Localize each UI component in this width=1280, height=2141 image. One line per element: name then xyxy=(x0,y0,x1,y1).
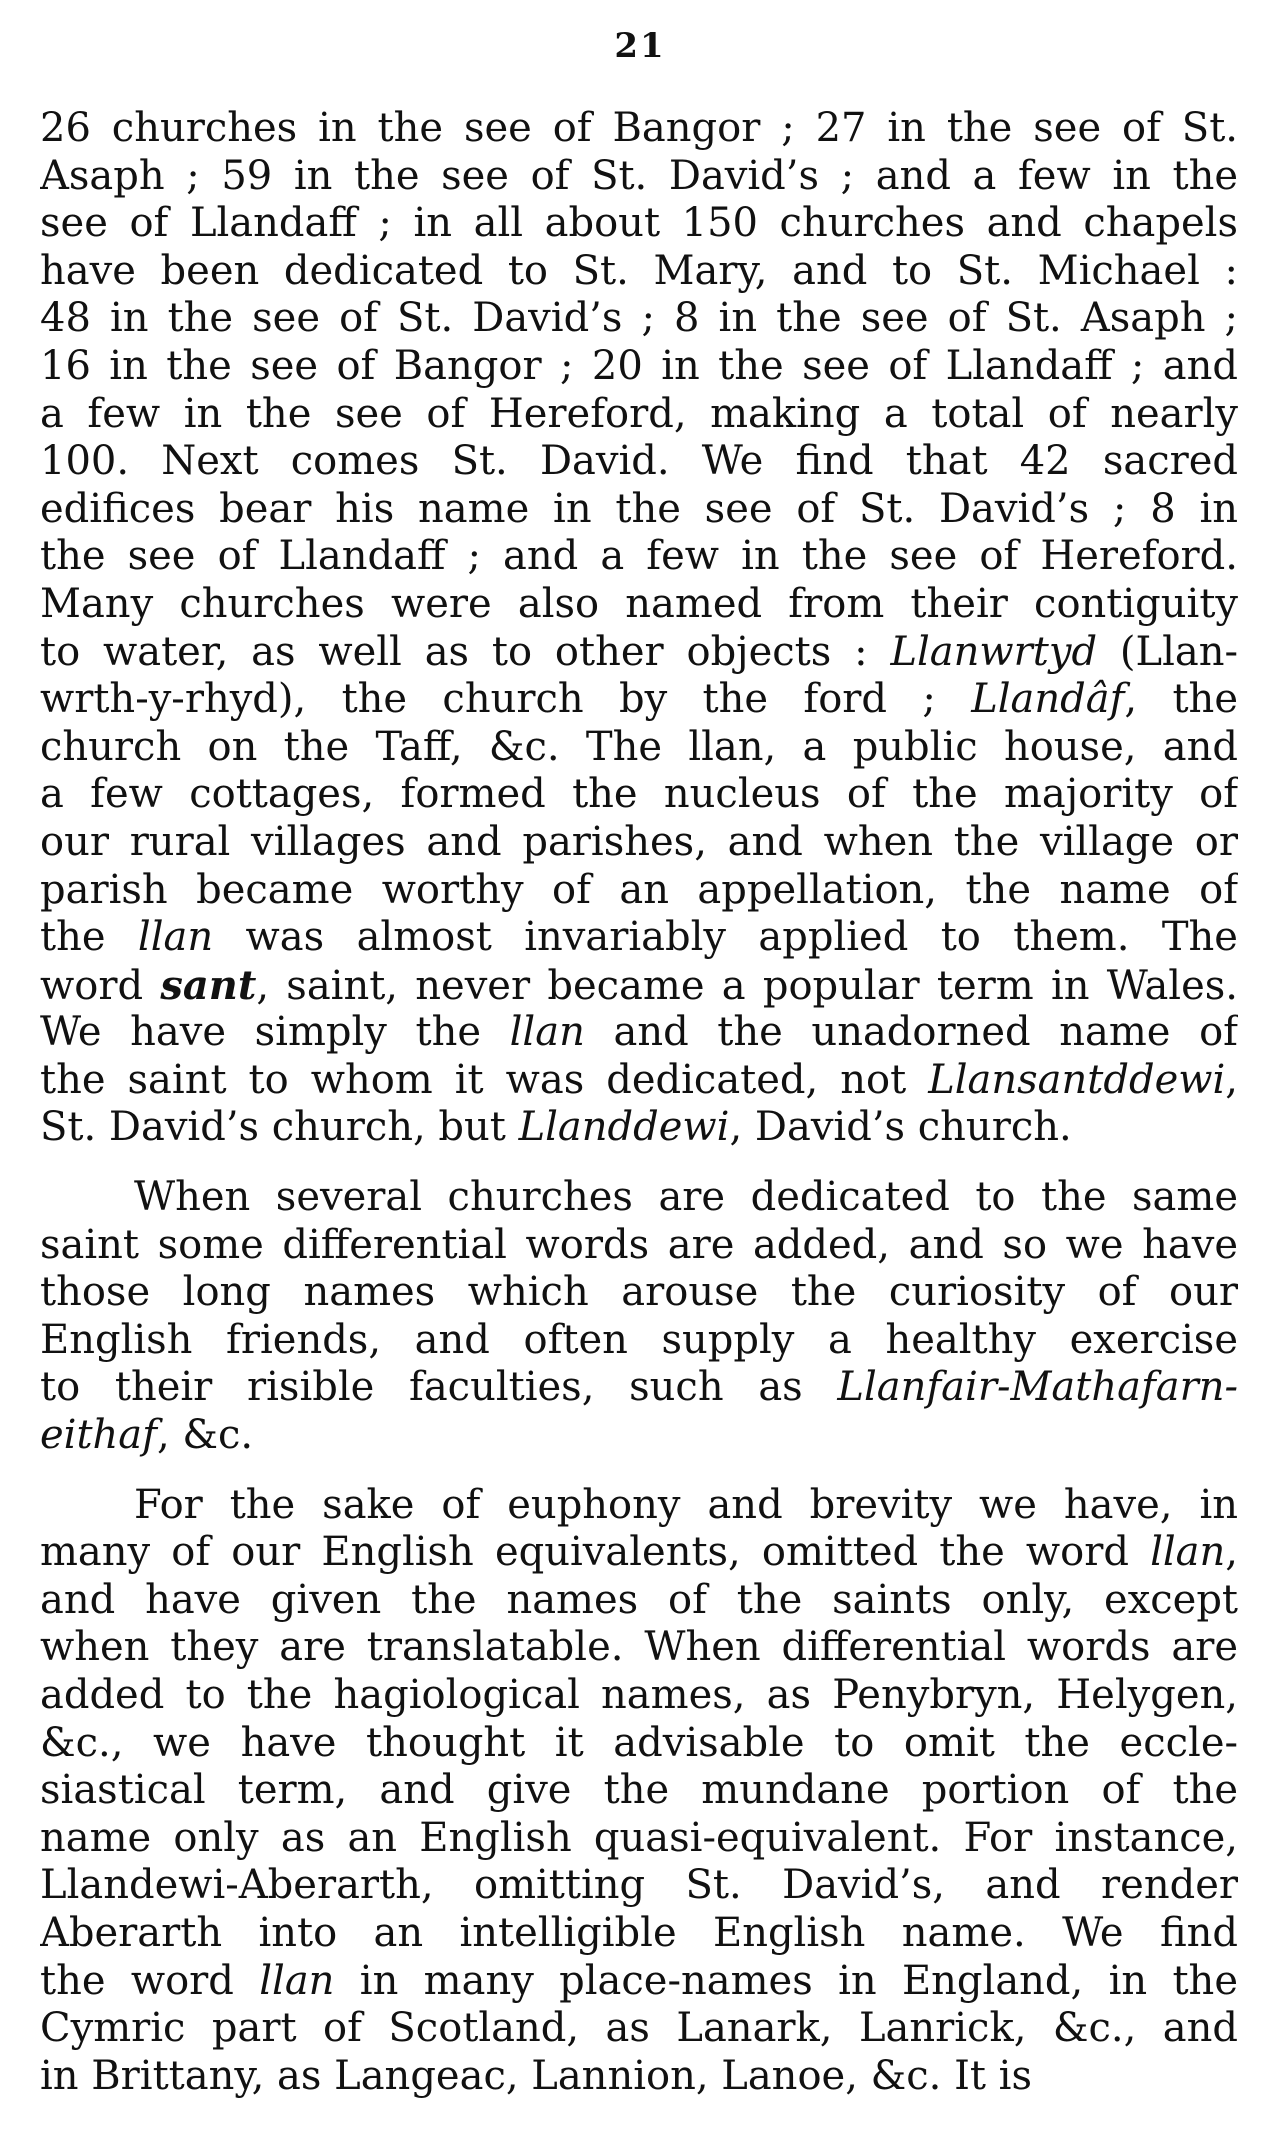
paragraph-3 xyxy=(40,1482,1238,2101)
bold-italic-term: sant xyxy=(160,961,257,1009)
text-line xyxy=(40,1104,1238,1152)
text-segment: For the sake of euphony and brevity we have, in xyxy=(134,1481,1238,1528)
page-number: 21 xyxy=(614,26,666,66)
text-line xyxy=(40,914,1238,962)
text-segment: the saint to whom it was dedicated, not xyxy=(40,1056,929,1103)
italic-term: llan xyxy=(259,1957,335,2004)
text-segment: Llandewi-Aberarth, omitting St. David’s, and render xyxy=(40,1862,1238,1909)
text-line xyxy=(40,676,1238,724)
text-line xyxy=(40,1815,1238,1863)
text-segment: saint some differential words are added, and so we have xyxy=(40,1221,1238,1268)
text-segment: the xyxy=(40,914,138,961)
text-segment: 100. Next comes St. David. We find that 42 sacred xyxy=(40,438,1238,485)
text-segment: 48 in the see of St. David’s ; 8 in the see of St. Asaph ; xyxy=(40,295,1238,342)
text-line xyxy=(40,1720,1238,1768)
text-segment: and the unadorned name of xyxy=(584,1009,1238,1056)
text-line xyxy=(40,2053,1238,2101)
body-text xyxy=(40,105,1238,2100)
italic-term: eithaf xyxy=(40,1412,157,1459)
text-segment: 16 in the see of Bangor ; 20 in the see of Llandaff ; and xyxy=(40,342,1238,389)
text-line xyxy=(40,1412,1238,1460)
text-segment: see of Llandaff ; in all about 150 churches and chapels xyxy=(40,200,1238,247)
text-segment: edifices bear his name in the see of St. David’s ; 8 in xyxy=(40,485,1238,532)
text-line xyxy=(40,629,1238,677)
text-segment: a few in the see of Hereford, making a total of nearly xyxy=(40,390,1238,437)
text-segment: when they are translatable. When differential words are xyxy=(40,1624,1238,1671)
text-segment: name only as an English quasi-equivalent. For instance, xyxy=(40,1814,1238,1861)
text-line xyxy=(40,1958,1238,2006)
text-line xyxy=(40,438,1238,486)
text-line xyxy=(40,1364,1238,1412)
text-line xyxy=(40,1174,1238,1222)
paragraph-1 xyxy=(40,105,1238,1152)
text-line xyxy=(40,724,1238,772)
text-line xyxy=(40,962,1238,1010)
text-segment: , &c. xyxy=(156,1412,254,1459)
italic-term: Llandâf xyxy=(971,676,1125,723)
text-line xyxy=(40,1529,1238,1577)
text-segment: siastical term, and give the mundane portion of the xyxy=(40,1767,1238,1814)
text-segment: and have given the names of the saints only, except xyxy=(40,1576,1238,1623)
text-line xyxy=(40,1222,1238,1270)
text-line xyxy=(40,295,1238,343)
text-segment: in Brittany, as Langeac, Lannion, Lanoe, &c. It is xyxy=(40,2052,1032,2099)
text-line xyxy=(40,105,1238,153)
text-segment: our rural villages and parishes, and when the village or xyxy=(40,818,1238,865)
italic-term: Llansantddewi xyxy=(928,1056,1226,1103)
paragraph-gap xyxy=(40,1460,1238,1482)
text-line xyxy=(40,771,1238,819)
text-segment: church on the Taff, &c. The llan, a public house, and xyxy=(40,723,1238,770)
text-segment: &c., we have thought it advisable to omit the eccle- xyxy=(40,1719,1238,1766)
text-line xyxy=(40,1624,1238,1672)
text-line xyxy=(40,1009,1238,1057)
text-segment: the see of Llandaff ; and a few in the see of Hereford. xyxy=(40,533,1238,580)
text-line xyxy=(40,1482,1238,1530)
text-segment: have been dedicated to St. Mary, and to St. Michael : xyxy=(40,247,1238,294)
text-segment: (Llan- xyxy=(1097,628,1238,675)
paragraph-2 xyxy=(40,1174,1238,1460)
italic-term: Llanfair-Mathafarn- xyxy=(837,1364,1238,1411)
text-segment: Asaph ; 59 in the see of St. David’s ; and a few in the xyxy=(40,152,1238,199)
text-segment: was almost invariably applied to them. The xyxy=(213,914,1238,961)
text-segment: the word xyxy=(40,1957,260,2004)
text-line xyxy=(40,1317,1238,1365)
text-line xyxy=(40,391,1238,439)
text-segment: to their risible faculties, such as xyxy=(40,1364,838,1411)
text-segment: a few cottages, formed the nucleus of the majority of xyxy=(40,771,1238,818)
text-line xyxy=(40,343,1238,391)
paragraph-gap xyxy=(40,1152,1238,1174)
text-segment: Aberarth into an intelligible English name. We find xyxy=(40,1909,1238,1956)
italic-term: llan xyxy=(509,1009,585,1056)
text-segment: We have simply the xyxy=(40,1009,510,1056)
text-line xyxy=(40,2005,1238,2053)
text-line xyxy=(40,867,1238,915)
text-segment: St. David’s church, but xyxy=(40,1104,519,1151)
text-line xyxy=(40,200,1238,248)
text-line xyxy=(40,248,1238,296)
text-segment: , the xyxy=(1124,676,1238,723)
text-segment: word xyxy=(40,962,161,1009)
text-segment: added to the hagiological names, as Penybryn, Helygen, xyxy=(40,1672,1238,1718)
text-line xyxy=(40,1672,1238,1720)
italic-term: llan xyxy=(137,914,214,961)
text-line xyxy=(40,1269,1238,1317)
text-segment: , David’s church. xyxy=(729,1104,1072,1151)
text-segment: in many place-names in England, in the xyxy=(334,1957,1238,2004)
text-line xyxy=(40,486,1238,534)
text-line xyxy=(40,533,1238,581)
text-segment: When several churches are dedicated to the same xyxy=(134,1174,1238,1221)
text-segment: parish became worthy of an appellation, the name of xyxy=(40,866,1238,913)
text-segment: 26 churches in the see of Bangor ; 27 in the see of St. xyxy=(40,105,1238,151)
text-segment: , xyxy=(1225,1056,1238,1103)
text-segment: , saint, never became a popular term in Wales. xyxy=(256,962,1238,1009)
text-line xyxy=(40,581,1238,629)
text-segment: , xyxy=(1225,1529,1238,1576)
text-segment: wrth-y-rhyd), the church by the ford ; xyxy=(40,676,972,723)
text-line xyxy=(40,1057,1238,1105)
italic-term: Llanwrtyd xyxy=(890,628,1098,675)
text-segment: English friends, and often supply a healthy exercise xyxy=(40,1316,1238,1363)
text-line xyxy=(40,153,1238,201)
text-segment: many of our English equivalents, omitted the word xyxy=(40,1529,1151,1576)
text-line xyxy=(40,1577,1238,1625)
text-segment: Many churches were also named from their contiguity xyxy=(40,580,1238,627)
text-line xyxy=(40,1767,1238,1815)
text-segment: to water, as well as to other objects : xyxy=(40,628,891,675)
text-line xyxy=(40,819,1238,867)
text-line xyxy=(40,1862,1238,1910)
text-line xyxy=(40,1910,1238,1958)
text-segment: Cymric part of Scotland, as Lanark, Lanrick, &c., and xyxy=(40,2005,1238,2052)
italic-term: llan xyxy=(1150,1529,1226,1576)
italic-term: Llanddewi xyxy=(518,1104,730,1151)
text-segment: those long names which arouse the curiosity of our xyxy=(40,1269,1238,1316)
